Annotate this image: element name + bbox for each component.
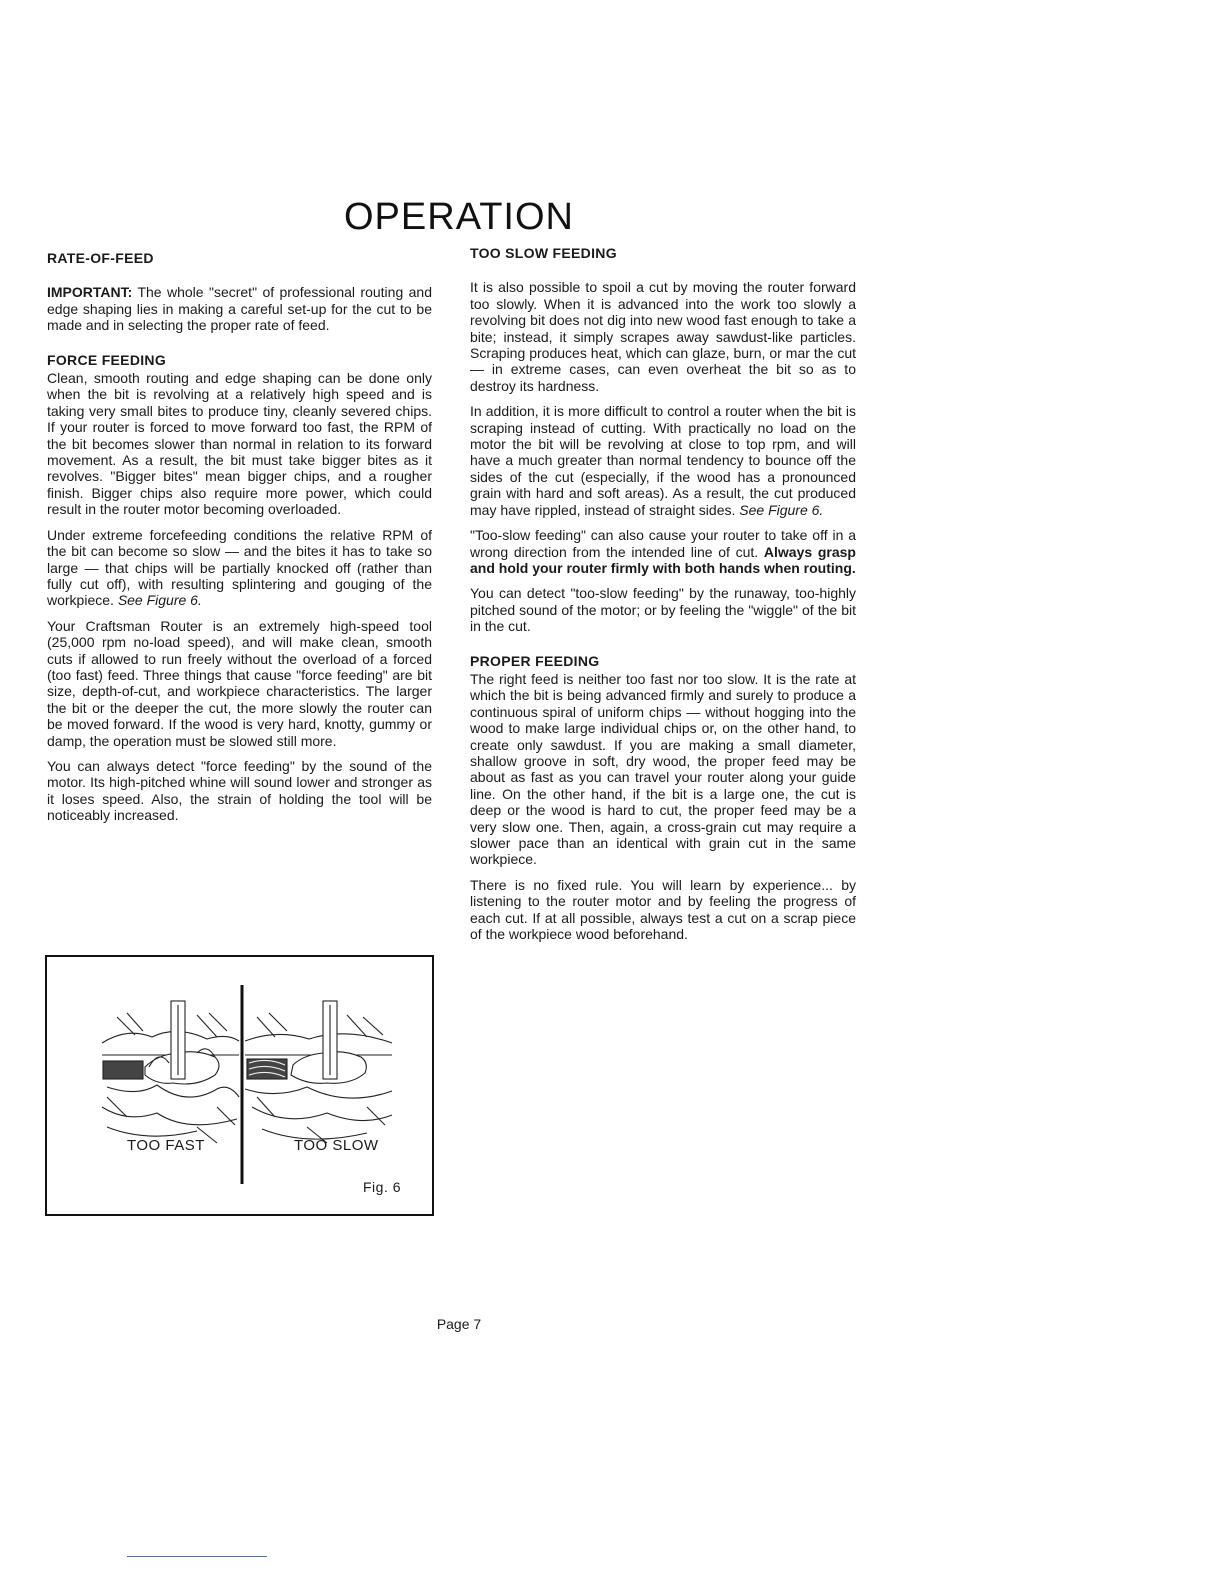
page-title: OPERATION xyxy=(344,196,574,238)
force-feeding-heading: FORCE FEEDING xyxy=(47,351,167,368)
important-text: The whole "secret" of professional routing and edge shaping lies in making a careful set-up for the cut to be made and in selecting the proper rate of feed. xyxy=(47,284,432,334)
important-paragraph xyxy=(47,284,432,333)
safety-warning: Always grasp and hold your router firmly with both hands when routing. xyxy=(470,543,856,576)
rate-of-feed-heading: RATE-OF-FEED xyxy=(47,250,154,266)
too-slow-feeding-heading: TOO SLOW FEEDING xyxy=(470,245,617,261)
too-slow-paragraph-3-text: "Too-slow feeding" can also cause your router to take off in a wrong direction from the intended line of cut. xyxy=(470,527,856,560)
figure-reference: See Figure 6. xyxy=(739,501,824,518)
too-slow-drawing xyxy=(245,1001,392,1143)
link-underline xyxy=(127,1556,267,1557)
force-feeding-paragraph-2-text: Under extreme forcefeeding conditions the relative RPM of the bit can become so slow — and the bites it has to take so large — that chips will be partially knocked off (rather than fully cut off), with resulting splintering and gouging of the workpiece. xyxy=(47,526,432,609)
too-slow-paragraph-4: You can detect "too-slow feeding" by the runaway, too-highly pitched sound of the motor; or by feeling the "wiggle" of the bit in the cut. xyxy=(470,585,856,635)
too-slow-paragraph-2 xyxy=(470,403,856,518)
too-fast-label: TOO FAST xyxy=(127,1137,205,1154)
too-slow-paragraph-1: It is also possible to spoil a cut by moving the router forward too slowly. When it is advanced into the work too slowly a revolving bit does not dig into new wood fast enough to take a bite; instead, it simply scrapes away sawdust-like particles. Scraping produces heat, which can glaze, burn, or mar the cut — in extreme cases, can even overheat the bit so as to destroy its hardness. xyxy=(470,279,856,394)
force-feeding-paragraph-3: Your Craftsman Router is an extremely high-speed tool (25,000 rpm no-load speed), and will make clean, smooth cuts if allowed to run freely without the overload of a forced (too fast) feed. Three things that cause "force feeding" are bit size, depth-of-cut, and workpiece characteristics. The larger the bit or the deeper the cut, the more slowly the router can be moved forward. If the wood is very hard, knotty, gummy or damp, the operation must be slowed still more. xyxy=(47,617,432,749)
important-label: IMPORTANT: xyxy=(47,284,133,301)
proper-feeding-paragraph-1: The right feed is neither too fast nor too slow. It is the rate at which the bit is being advanced firmly and surely to produce a continuous spiral of uniform chips — without hogging into the wood to make large individual chips or, on the other hand, to create only sawdust. If you are making a small diameter, shallow groove in soft, dry wood, the proper feed may be about as fast as you can travel your router along your guide line. On the other hand, if the bit is a large one, the cut is deep or the wood is hard to cut, the proper feed may be a very slow one. Then, again, a cross-grain cut may require a slower pace than an identical with grain cut in the same workpiece. xyxy=(470,670,856,868)
too-slow-label: TOO SLOW xyxy=(294,1137,379,1154)
too-slow-paragraph-2-text: In addition, it is more difficult to control a router when the bit is scraping instead of cutting. With practically no load on the motor the bit will be revolving at close to top rpm, and will have a much greater than normal tendency to bounce off the sides of the cut (especially, if the wood has a pronounced grain with hard and soft areas). As a result, the cut produced may have rippled, instead of straight sides. xyxy=(470,403,856,518)
right-column xyxy=(470,245,856,951)
force-feeding-paragraph-1: Clean, smooth routing and edge shaping can be done only when the bit is revolving at a relatively high speed and is taking very small bites to produce tiny, cleanly severed chips. If your router is forced to move forward too fast, the RPM of the bit becomes slower than normal in relation to its forward movement. As a result, the bit must take bigger bites as it revolves. "Bigger bites" mean bigger chips, and a rougher finish. Bigger chips also require more power, which could result in the router motor becoming overloaded. xyxy=(47,370,432,518)
figure-6 xyxy=(45,955,434,1216)
force-feeding-paragraph-2 xyxy=(47,527,432,609)
proper-feeding-heading: PROPER FEEDING xyxy=(470,652,600,669)
figure-reference: See Figure 6. xyxy=(117,592,202,609)
proper-feeding-paragraph-2: There is no fixed rule. You will learn by experience... by listening to the router motor and by feeling the progress of each cut. If at all possible, always test a cut on a scrap piece of the workpiece wood beforehand. xyxy=(470,876,856,943)
figure-caption: Fig. 6 xyxy=(363,1179,402,1195)
too-slow-paragraph-3 xyxy=(470,527,856,576)
page-number: Page 7 xyxy=(436,1316,482,1332)
router-bit-illustration xyxy=(47,957,432,1214)
too-fast-drawing xyxy=(102,1001,239,1143)
left-column xyxy=(47,250,432,833)
force-feeding-paragraph-4: You can always detect "force feeding" by the sound of the motor. Its high-pitched whine will sound lower and stronger as it loses speed. Also, the strain of holding the tool will be noticeably increased. xyxy=(47,757,432,824)
